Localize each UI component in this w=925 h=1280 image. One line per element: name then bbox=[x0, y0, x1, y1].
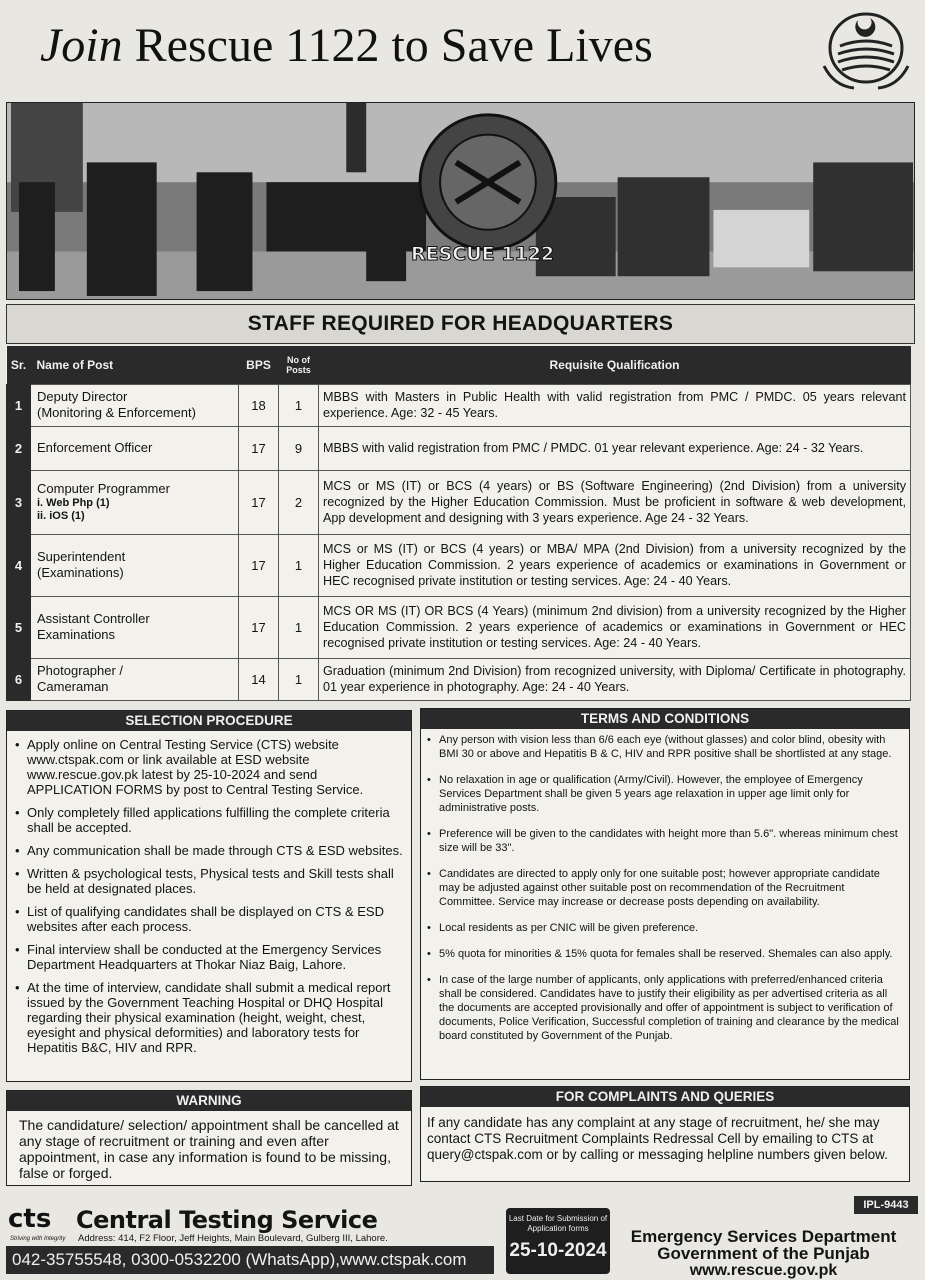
cts-name: Central Testing Service bbox=[76, 1206, 378, 1234]
terms-list bbox=[421, 729, 909, 1043]
row-sr: 5 bbox=[7, 596, 31, 658]
row-sr: 3 bbox=[7, 470, 31, 534]
row-qualification: Graduation (minimum 2nd Division) from recognized university, with Diploma/ Certificate in photography. 01 year experience in photography. Age: 24 - 40 Years. bbox=[319, 658, 911, 700]
row-bps: 17 bbox=[239, 426, 279, 470]
banner-photo bbox=[6, 102, 915, 300]
posts-table bbox=[6, 346, 911, 701]
list-item: • Preference will be given to the candidates with height more than 5.6". whereas minimum chest size will be 33". bbox=[427, 827, 903, 855]
post-name: Computer Programmer bbox=[37, 481, 170, 496]
list-item: • Only completely filled applications fulfilling the complete criteria shall be accepted. bbox=[15, 805, 403, 835]
punjab-emblem-icon bbox=[818, 6, 914, 90]
row-sr: 2 bbox=[7, 426, 31, 470]
post-sub: (Monitoring & Enforcement) bbox=[37, 405, 196, 420]
row-posts: 2 bbox=[279, 470, 319, 534]
table-row bbox=[7, 426, 911, 470]
list-item: • List of qualifying candidates shall be displayed on CTS & ESD websites after each process. bbox=[15, 904, 403, 934]
list-item: • In case of the large number of applicants, only applications with preferred/enhanced criteria shall be considered. Candidates have to justify their eligibility as per advertised criteria as all the documents are accepted provisionally and offer of appointment is subject to verification of documents, Police Verification, Successful completion of training and clearance by the medical board constituted by Government of the Punjab. bbox=[427, 973, 903, 1043]
row-sr: 4 bbox=[7, 534, 31, 596]
banner-logo-text: RESCUE 1122 bbox=[411, 243, 555, 265]
col-posts: No of Posts bbox=[279, 346, 319, 384]
cts-logo: cts bbox=[8, 1204, 52, 1234]
cts-phones: 042-35755548, 0300-0532200 (WhatsApp),www.ctspak.com bbox=[6, 1246, 494, 1274]
department-block bbox=[612, 1228, 915, 1279]
complaints-title: FOR COMPLAINTS AND QUERIES bbox=[421, 1087, 909, 1107]
row-posts: 9 bbox=[279, 426, 319, 470]
selection-list bbox=[7, 731, 411, 1055]
post-sub: Examinations bbox=[37, 627, 116, 642]
terms-box bbox=[420, 708, 910, 1080]
post-sub: ii. iOS (1) bbox=[37, 510, 85, 522]
table-row bbox=[7, 596, 911, 658]
row-post bbox=[31, 658, 239, 700]
col-bps: BPS bbox=[239, 346, 279, 384]
row-qualification: MBBS with Masters in Public Health with valid registration from PMC / PMDC. 05 years relevant experience. Age: 32 - 45 Years. bbox=[319, 384, 911, 426]
list-item: • At the time of interview, candidate shall submit a medical report issued by the Government Teaching Hospital or DHQ Hospital regarding their physical examination (height, weight, chest, eyesight and physical deformities) and laboratory tests for Hepatitis B&C, HIV and RPR. bbox=[15, 980, 403, 1055]
list-item: • No relaxation in age or qualification (Army/Civil). However, the employee of Emergency Services Department shall be given 5 years age relaxation in upper age limit only for administrative posts. bbox=[427, 773, 903, 815]
selection-procedure-box bbox=[6, 710, 412, 1082]
warning-text: The candidature/ selection/ appointment shall be cancelled at any stage of recruitment or training and even after appointment, in case any information is found to be missing, false or forged. bbox=[19, 1117, 399, 1181]
col-post: Name of Post bbox=[31, 346, 239, 384]
page-title bbox=[40, 18, 653, 73]
complaints-box bbox=[420, 1086, 910, 1182]
deadline-date: 25-10-2024 bbox=[509, 1240, 607, 1261]
row-post bbox=[31, 534, 239, 596]
table-row bbox=[7, 384, 911, 426]
title-script: Join bbox=[40, 19, 123, 72]
post-name: Enforcement Officer bbox=[31, 426, 239, 470]
col-qualification: Requisite Qualification bbox=[319, 346, 911, 384]
table-row bbox=[7, 534, 911, 596]
row-bps: 17 bbox=[239, 596, 279, 658]
cts-footer bbox=[6, 1200, 496, 1280]
row-sr: 6 bbox=[7, 658, 31, 700]
list-item: • Any communication shall be made through CTS & ESD websites. bbox=[15, 843, 403, 858]
row-qualification: MBBS with valid registration from PMC / PMDC. 01 year relevant experience. Age: 24 - 32 Years. bbox=[319, 426, 911, 470]
row-post bbox=[31, 384, 239, 426]
terms-title: TERMS AND CONDITIONS bbox=[421, 709, 909, 729]
list-item: • Apply online on Central Testing Service (CTS) website www.ctspak.com or link available at ESD website www.rescue.gov.pk latest by 25-10-2024 and send APPLICATION FORMS by post to Central Testing Service. bbox=[15, 737, 403, 797]
row-qualification: MCS or MS (IT) or BCS (4 years) or MBA/ MPA (2nd Division) from a university recognized by the Higher Education Commission. 2 years experience of academics or examinations in Government or HEC recognised private institution or testing services. Age: 24 - 40 Years. bbox=[319, 534, 911, 596]
row-posts: 1 bbox=[279, 658, 319, 700]
warning-box bbox=[6, 1090, 412, 1186]
table-header-row bbox=[7, 346, 911, 384]
table-row bbox=[7, 658, 911, 700]
list-item: • Written & psychological tests, Physical tests and Skill tests shall be held at designated places. bbox=[15, 866, 403, 896]
row-posts: 1 bbox=[279, 384, 319, 426]
row-posts: 1 bbox=[279, 534, 319, 596]
post-sub: Cameraman bbox=[37, 679, 109, 694]
ipl-number: IPL-9443 bbox=[854, 1196, 918, 1214]
post-name: Superintendent bbox=[37, 549, 126, 564]
list-item: • Final interview shall be conducted at the Emergency Services Department Headquarters at Thokar Niaz Baig, Lahore. bbox=[15, 942, 403, 972]
row-bps: 18 bbox=[239, 384, 279, 426]
warning-title: WARNING bbox=[7, 1091, 411, 1111]
post-sub: i. Web Php (1) bbox=[37, 497, 110, 509]
list-item: • 5% quota for minorities & 15% quota for females shall be reserved. Shemales can also apply. bbox=[427, 947, 903, 961]
row-qualification: MCS OR MS (IT) OR BCS (4 Years) (minimum 2nd division) from a university recognized by the Higher Education Commission. 2 years experience of academics or examinations in Government or HEC recognised private institution or testing services. Age: 24 - 40 Years. bbox=[319, 596, 911, 658]
cts-tagline: Striving with Integrity bbox=[10, 1236, 66, 1242]
row-bps: 14 bbox=[239, 658, 279, 700]
row-bps: 17 bbox=[239, 534, 279, 596]
row-sr: 1 bbox=[7, 384, 31, 426]
deadline-badge bbox=[506, 1208, 610, 1274]
post-name: Deputy Director bbox=[37, 389, 128, 404]
list-item: • Local residents as per CNIC will be given preference. bbox=[427, 921, 903, 935]
row-post bbox=[31, 470, 239, 534]
post-sub: (Examinations) bbox=[37, 565, 124, 580]
header bbox=[0, 0, 925, 100]
deadline-label: Last Date for Submission of Application forms bbox=[508, 1214, 608, 1233]
dept-line1: Emergency Services Department bbox=[630, 1227, 897, 1246]
table-row bbox=[7, 470, 911, 534]
col-sr: Sr. bbox=[7, 346, 31, 384]
section-title: STAFF REQUIRED FOR HEADQUARTERS bbox=[6, 304, 915, 344]
complaints-text: If any candidate has any complaint at any stage of recruitment, he/ she may contact CTS Recruitment Complaints Redressal Cell by emailing to CTS at query@ctspak.com or by calling or messaging helpline numbers given below. bbox=[427, 1115, 888, 1162]
list-item: • Any person with vision less than 6/6 each eye (without glasses) and color blind, obesity with BMI 30 or above and Hepatitis B & C, HIV and RPR positive shall be shortlisted at any stage. bbox=[427, 733, 903, 761]
row-bps: 17 bbox=[239, 470, 279, 534]
selection-title: SELECTION PROCEDURE bbox=[7, 711, 411, 731]
cts-address: Address: 414, F2 Floor, Jeff Heights, Main Boulevard, Gulberg III, Lahore. bbox=[78, 1233, 388, 1244]
dept-url[interactable]: www.rescue.gov.pk bbox=[689, 1262, 838, 1279]
row-post bbox=[31, 596, 239, 658]
post-name: Photographer / bbox=[37, 663, 124, 678]
row-posts: 1 bbox=[279, 596, 319, 658]
dept-line2: Government of the Punjab bbox=[657, 1244, 870, 1263]
post-name: Assistant Controller bbox=[37, 611, 150, 626]
title-main: Rescue 1122 to Save Lives bbox=[134, 19, 653, 72]
row-qualification: MCS or MS (IT) or BCS (4 years) or BS (Software Engineering) (2nd Division) from a university recognized by the Higher Education Commission. Must be proficient in software & web development, App development and designing with 3 years experience. Age 24 - 32 Years. bbox=[319, 470, 911, 534]
list-item: • Candidates are directed to apply only for one suitable post; however appropriate candidate may be adjusted against other suitable post on recommendation of the Recruitment Committee. Service may increase or decrease posts depending on availability. bbox=[427, 867, 903, 909]
